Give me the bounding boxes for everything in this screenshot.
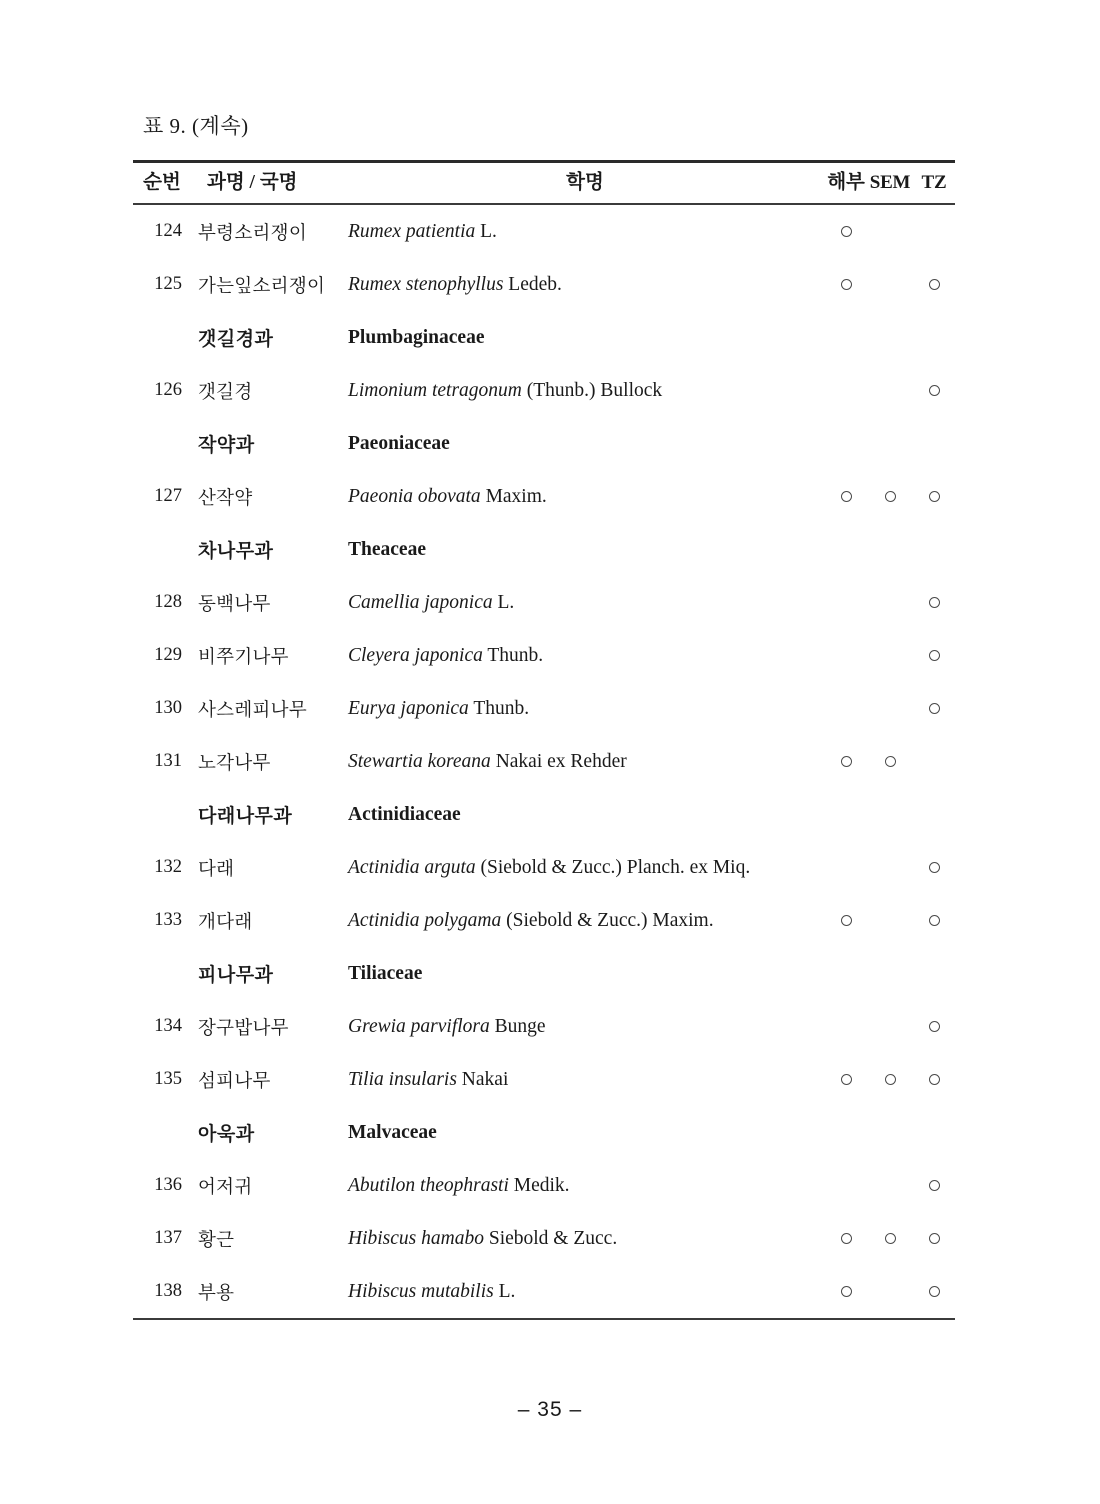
species-scientific-name xyxy=(346,1159,824,1212)
circle-marker-icon xyxy=(841,226,852,237)
family-heading-row xyxy=(133,1106,956,1159)
mark-cell-sem xyxy=(868,205,912,258)
mark-cell-anatomy xyxy=(824,576,868,629)
circle-marker-icon xyxy=(929,703,940,714)
mark-cell-anatomy xyxy=(824,311,868,364)
species-scientific-name xyxy=(346,364,824,417)
circle-marker-icon xyxy=(841,491,852,502)
mark-cell-anatomy xyxy=(824,1053,868,1106)
circle-marker-icon xyxy=(841,756,852,767)
family-scientific-name xyxy=(346,788,824,841)
family-korean-name: 다래나무과 xyxy=(198,806,293,827)
sci-name-authority: Siebold & Zucc. xyxy=(488,1227,618,1249)
circle-marker-icon xyxy=(885,1233,896,1244)
row-number: 130 xyxy=(154,698,182,718)
family-korean-name: 작약과 xyxy=(198,435,255,456)
table-row xyxy=(133,1053,956,1106)
sci-name-authority: Ledeb. xyxy=(508,273,562,295)
mark-cell-sem xyxy=(868,1265,912,1318)
table-row xyxy=(133,364,956,417)
family-scientific-name xyxy=(346,947,824,1000)
family-scientific-name xyxy=(346,417,824,470)
mark-cell-sem xyxy=(868,576,912,629)
circle-marker-icon xyxy=(841,279,852,290)
species-korean-name: 동백나무 xyxy=(198,594,271,615)
mark-cell-anatomy xyxy=(824,364,868,417)
species-table-body-wrapper xyxy=(133,205,956,1318)
circle-marker-icon xyxy=(841,915,852,926)
column-header-anatomy: 해부 xyxy=(827,172,865,193)
column-header-number: 순번 xyxy=(143,172,181,193)
table-header-row xyxy=(133,163,956,203)
mark-cell-tz xyxy=(912,841,956,894)
circle-marker-icon xyxy=(929,385,940,396)
sci-name-italic: Tilia insularis xyxy=(348,1068,457,1090)
mark-cell-anatomy xyxy=(824,629,868,682)
circle-marker-icon xyxy=(929,1286,940,1297)
mark-cell-sem xyxy=(868,311,912,364)
mark-cell-anatomy xyxy=(824,947,868,1000)
species-korean-name: 비쭈기나무 xyxy=(198,647,289,668)
species-korean-name: 다래 xyxy=(198,859,235,880)
row-number: 136 xyxy=(154,1175,182,1195)
mark-cell-sem xyxy=(868,523,912,576)
row-number xyxy=(133,523,191,576)
mark-cell-tz xyxy=(912,470,956,523)
column-header-korean: 과명 / 국명 xyxy=(207,172,298,193)
page-number: – 35 – xyxy=(517,1398,583,1421)
table-row xyxy=(133,894,956,947)
row-number: 133 xyxy=(154,910,182,930)
sci-name-italic: Rumex stenophyllus xyxy=(348,273,504,295)
mark-cell-tz xyxy=(912,1000,956,1053)
circle-marker-icon xyxy=(929,650,940,661)
mark-cell-sem xyxy=(868,1106,912,1159)
sci-name-authority: Actinidiaceae xyxy=(348,803,461,825)
species-scientific-name xyxy=(346,205,824,258)
species-korean-name: 부령소리쟁이 xyxy=(198,223,308,244)
mark-cell-sem xyxy=(868,364,912,417)
table-bottom-rule xyxy=(133,1318,955,1320)
mark-cell-tz xyxy=(912,947,956,1000)
row-number: 128 xyxy=(154,592,182,612)
mark-cell-tz xyxy=(912,1265,956,1318)
table-row xyxy=(133,1212,956,1265)
row-number xyxy=(133,947,191,1000)
table-row xyxy=(133,576,956,629)
mark-cell-anatomy xyxy=(824,894,868,947)
table-row xyxy=(133,470,956,523)
mark-cell-tz xyxy=(912,576,956,629)
mark-cell-sem xyxy=(868,841,912,894)
sci-name-authority: (Siebold & Zucc.) Planch. ex Miq. xyxy=(480,856,751,878)
mark-cell-anatomy xyxy=(824,1000,868,1053)
mark-cell-sem xyxy=(868,1053,912,1106)
table-header xyxy=(133,163,956,203)
row-number xyxy=(133,311,191,364)
species-korean-name: 부용 xyxy=(198,1283,235,1304)
table-row xyxy=(133,205,956,258)
sci-name-italic: Grewia parviflora xyxy=(348,1015,490,1037)
sci-name-italic: Limonium tetragonum xyxy=(348,379,522,401)
sci-name-authority: L. xyxy=(480,220,497,242)
mark-cell-anatomy xyxy=(824,1159,868,1212)
mark-cell-tz xyxy=(912,258,956,311)
circle-marker-icon xyxy=(929,915,940,926)
sci-name-authority: Malvaceae xyxy=(348,1121,437,1143)
row-number xyxy=(133,1106,191,1159)
mark-cell-anatomy xyxy=(824,258,868,311)
family-heading-row xyxy=(133,417,956,470)
mark-cell-tz xyxy=(912,1159,956,1212)
mark-cell-sem xyxy=(868,1159,912,1212)
sci-name-italic: Abutilon theophrasti xyxy=(348,1174,509,1196)
sci-name-italic: Stewartia koreana xyxy=(348,750,491,772)
row-number: 126 xyxy=(154,380,182,400)
column-header-sem: SEM xyxy=(869,172,911,193)
sci-name-authority: Nakai ex Rehder xyxy=(495,750,627,772)
mark-cell-sem xyxy=(868,788,912,841)
sci-name-authority: Thunb. xyxy=(473,697,530,719)
circle-marker-icon xyxy=(929,491,940,502)
mark-cell-tz xyxy=(912,682,956,735)
sci-name-italic: Cleyera japonica xyxy=(348,644,483,666)
family-heading-row xyxy=(133,523,956,576)
mark-cell-sem xyxy=(868,1000,912,1053)
species-scientific-name xyxy=(346,1212,824,1265)
sci-name-authority: L. xyxy=(498,1280,516,1302)
table-row xyxy=(133,841,956,894)
mark-cell-sem xyxy=(868,417,912,470)
circle-marker-icon xyxy=(929,1233,940,1244)
species-korean-name: 장구밥나무 xyxy=(198,1018,289,1039)
circle-marker-icon xyxy=(885,1074,896,1085)
species-korean-name: 갯길경 xyxy=(198,382,253,403)
row-number: 127 xyxy=(154,486,182,506)
species-korean-name: 개다래 xyxy=(198,912,253,933)
mark-cell-sem xyxy=(868,1212,912,1265)
row-number: 129 xyxy=(154,645,182,665)
row-number xyxy=(133,788,191,841)
species-scientific-name xyxy=(346,629,824,682)
species-korean-name: 어저귀 xyxy=(198,1177,253,1198)
row-number: 134 xyxy=(154,1016,182,1036)
row-number: 132 xyxy=(154,857,182,877)
sci-name-italic: Hibiscus mutabilis xyxy=(348,1280,494,1302)
row-number xyxy=(133,417,191,470)
species-scientific-name xyxy=(346,1053,824,1106)
family-scientific-name xyxy=(346,523,824,576)
mark-cell-tz xyxy=(912,788,956,841)
mark-cell-tz xyxy=(912,1053,956,1106)
mark-cell-tz xyxy=(912,629,956,682)
family-korean-name: 갯길경과 xyxy=(198,329,274,350)
table-row xyxy=(133,629,956,682)
species-scientific-name xyxy=(346,894,824,947)
circle-marker-icon xyxy=(929,1180,940,1191)
sci-name-italic: Hibiscus hamabo xyxy=(348,1227,484,1249)
species-korean-name: 노각나무 xyxy=(198,753,271,774)
sci-name-italic: Eurya japonica xyxy=(348,697,469,719)
circle-marker-icon xyxy=(885,756,896,767)
sci-name-italic: Camellia japonica xyxy=(348,591,493,613)
mark-cell-sem xyxy=(868,894,912,947)
circle-marker-icon xyxy=(885,491,896,502)
circle-marker-icon xyxy=(841,1286,852,1297)
sci-name-italic: Rumex patientia xyxy=(348,220,476,242)
mark-cell-anatomy xyxy=(824,1106,868,1159)
mark-cell-anatomy xyxy=(824,205,868,258)
sci-name-italic: Actinidia polygama xyxy=(348,909,502,931)
table-row xyxy=(133,1000,956,1053)
mark-cell-sem xyxy=(868,629,912,682)
circle-marker-icon xyxy=(929,1021,940,1032)
mark-cell-anatomy xyxy=(824,682,868,735)
species-korean-name: 섬피나무 xyxy=(198,1071,271,1092)
species-scientific-name xyxy=(346,470,824,523)
mark-cell-anatomy xyxy=(824,735,868,788)
sci-name-authority: (Thunb.) Bullock xyxy=(526,379,663,401)
species-table xyxy=(133,163,956,203)
mark-cell-tz xyxy=(912,735,956,788)
sci-name-italic: Paeonia obovata xyxy=(348,485,481,507)
species-table-container xyxy=(133,160,955,1320)
column-header-tz: TZ xyxy=(921,172,947,193)
mark-cell-tz xyxy=(912,311,956,364)
mark-cell-sem xyxy=(868,682,912,735)
table-row xyxy=(133,1159,956,1212)
circle-marker-icon xyxy=(929,1074,940,1085)
family-heading-row xyxy=(133,947,956,1000)
sci-name-authority: Tiliaceae xyxy=(348,962,423,984)
circle-marker-icon xyxy=(929,862,940,873)
mark-cell-anatomy xyxy=(824,788,868,841)
mark-cell-tz xyxy=(912,894,956,947)
mark-cell-anatomy xyxy=(824,417,868,470)
species-scientific-name xyxy=(346,576,824,629)
table-body xyxy=(133,205,956,1318)
mark-cell-tz xyxy=(912,417,956,470)
mark-cell-tz xyxy=(912,1106,956,1159)
mark-cell-anatomy xyxy=(824,470,868,523)
table-row xyxy=(133,1265,956,1318)
circle-marker-icon xyxy=(841,1233,852,1244)
table-row xyxy=(133,258,956,311)
table-row xyxy=(133,682,956,735)
row-number: 137 xyxy=(154,1228,182,1248)
species-scientific-name xyxy=(346,735,824,788)
table-caption: 표 9. (계속) xyxy=(143,114,249,138)
sci-name-authority: L. xyxy=(497,591,515,613)
family-scientific-name xyxy=(346,311,824,364)
sci-name-authority: Bunge xyxy=(494,1015,546,1037)
species-scientific-name xyxy=(346,1265,824,1318)
sci-name-authority: Theaceae xyxy=(348,538,426,560)
family-korean-name: 차나무과 xyxy=(198,541,274,562)
column-header-sci: 학명 xyxy=(566,172,604,193)
sci-name-authority: (Siebold & Zucc.) Maxim. xyxy=(506,909,714,931)
family-heading-row xyxy=(133,311,956,364)
sci-name-authority: Plumbaginaceae xyxy=(348,326,485,348)
species-korean-name: 사스레피나무 xyxy=(198,700,308,721)
mark-cell-anatomy xyxy=(824,841,868,894)
mark-cell-anatomy xyxy=(824,523,868,576)
mark-cell-anatomy xyxy=(824,1265,868,1318)
species-scientific-name xyxy=(346,841,824,894)
sci-name-authority: Nakai xyxy=(461,1068,509,1090)
family-korean-name: 아욱과 xyxy=(198,1124,255,1145)
sci-name-italic: Actinidia arguta xyxy=(348,856,476,878)
family-korean-name: 피나무과 xyxy=(198,965,274,986)
mark-cell-sem xyxy=(868,735,912,788)
species-korean-name: 가는잎소리쟁이 xyxy=(198,276,326,297)
species-korean-name: 황근 xyxy=(198,1230,235,1251)
mark-cell-sem xyxy=(868,258,912,311)
mark-cell-anatomy xyxy=(824,1212,868,1265)
species-scientific-name xyxy=(346,1000,824,1053)
circle-marker-icon xyxy=(929,279,940,290)
sci-name-authority: Maxim. xyxy=(485,485,547,507)
family-scientific-name xyxy=(346,1106,824,1159)
mark-cell-sem xyxy=(868,947,912,1000)
mark-cell-sem xyxy=(868,470,912,523)
species-scientific-name xyxy=(346,258,824,311)
row-number: 124 xyxy=(154,221,182,241)
sci-name-authority: Medik. xyxy=(513,1174,570,1196)
row-number: 135 xyxy=(154,1069,182,1089)
circle-marker-icon xyxy=(841,1074,852,1085)
family-heading-row xyxy=(133,788,956,841)
mark-cell-tz xyxy=(912,205,956,258)
mark-cell-tz xyxy=(912,364,956,417)
mark-cell-tz xyxy=(912,523,956,576)
species-korean-name: 산작약 xyxy=(198,488,253,509)
row-number: 131 xyxy=(154,751,182,771)
row-number: 138 xyxy=(154,1281,182,1301)
sci-name-authority: Thunb. xyxy=(487,644,544,666)
species-scientific-name xyxy=(346,682,824,735)
row-number: 125 xyxy=(154,274,182,294)
mark-cell-tz xyxy=(912,1212,956,1265)
table-row xyxy=(133,735,956,788)
sci-name-authority: Paeoniaceae xyxy=(348,432,450,454)
circle-marker-icon xyxy=(929,597,940,608)
